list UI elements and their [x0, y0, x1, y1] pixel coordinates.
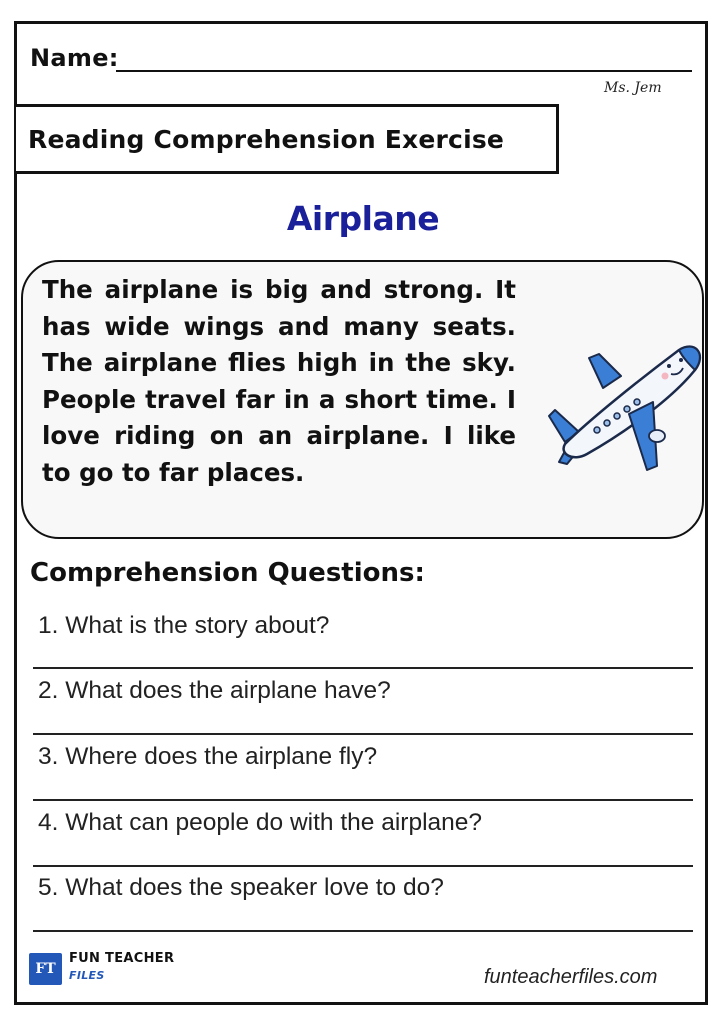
website-url: funteacherfiles.com [484, 966, 658, 988]
author-signature: Ms. Jem [604, 80, 662, 96]
airplane-illustration [529, 324, 705, 472]
question-5: 5. What does the speaker love to do? [38, 874, 444, 901]
story-title: Airplane [286, 199, 440, 238]
story-text: The airplane is big and strong. It has wide wings and many seats. The airplane flies high in the sky. People travel far in a short time. I love riding on an airplane. I like to go to far places. [42, 275, 516, 487]
logo-text-line2: FILES [69, 969, 105, 982]
worksheet-title: Reading Comprehension Exercise [28, 125, 505, 154]
fun-teacher-files-logo [29, 949, 209, 989]
name-row [30, 44, 692, 78]
name-answer-line[interactable] [116, 70, 692, 72]
question-1: 1. What is the story about? [38, 612, 330, 639]
question-3: 3. Where does the airplane fly? [38, 743, 378, 770]
name-label: Name: [30, 44, 119, 72]
question-4: 4. What can people do with the airplane? [38, 809, 483, 836]
logo-mark-icon: FT [29, 953, 62, 985]
question-2: 2. What does the airplane have? [38, 677, 391, 704]
title-box [16, 104, 559, 174]
logo-text-line1: FUN TEACHER [69, 951, 175, 966]
questions-heading: Comprehension Questions: [30, 558, 425, 588]
story-box [21, 260, 704, 539]
